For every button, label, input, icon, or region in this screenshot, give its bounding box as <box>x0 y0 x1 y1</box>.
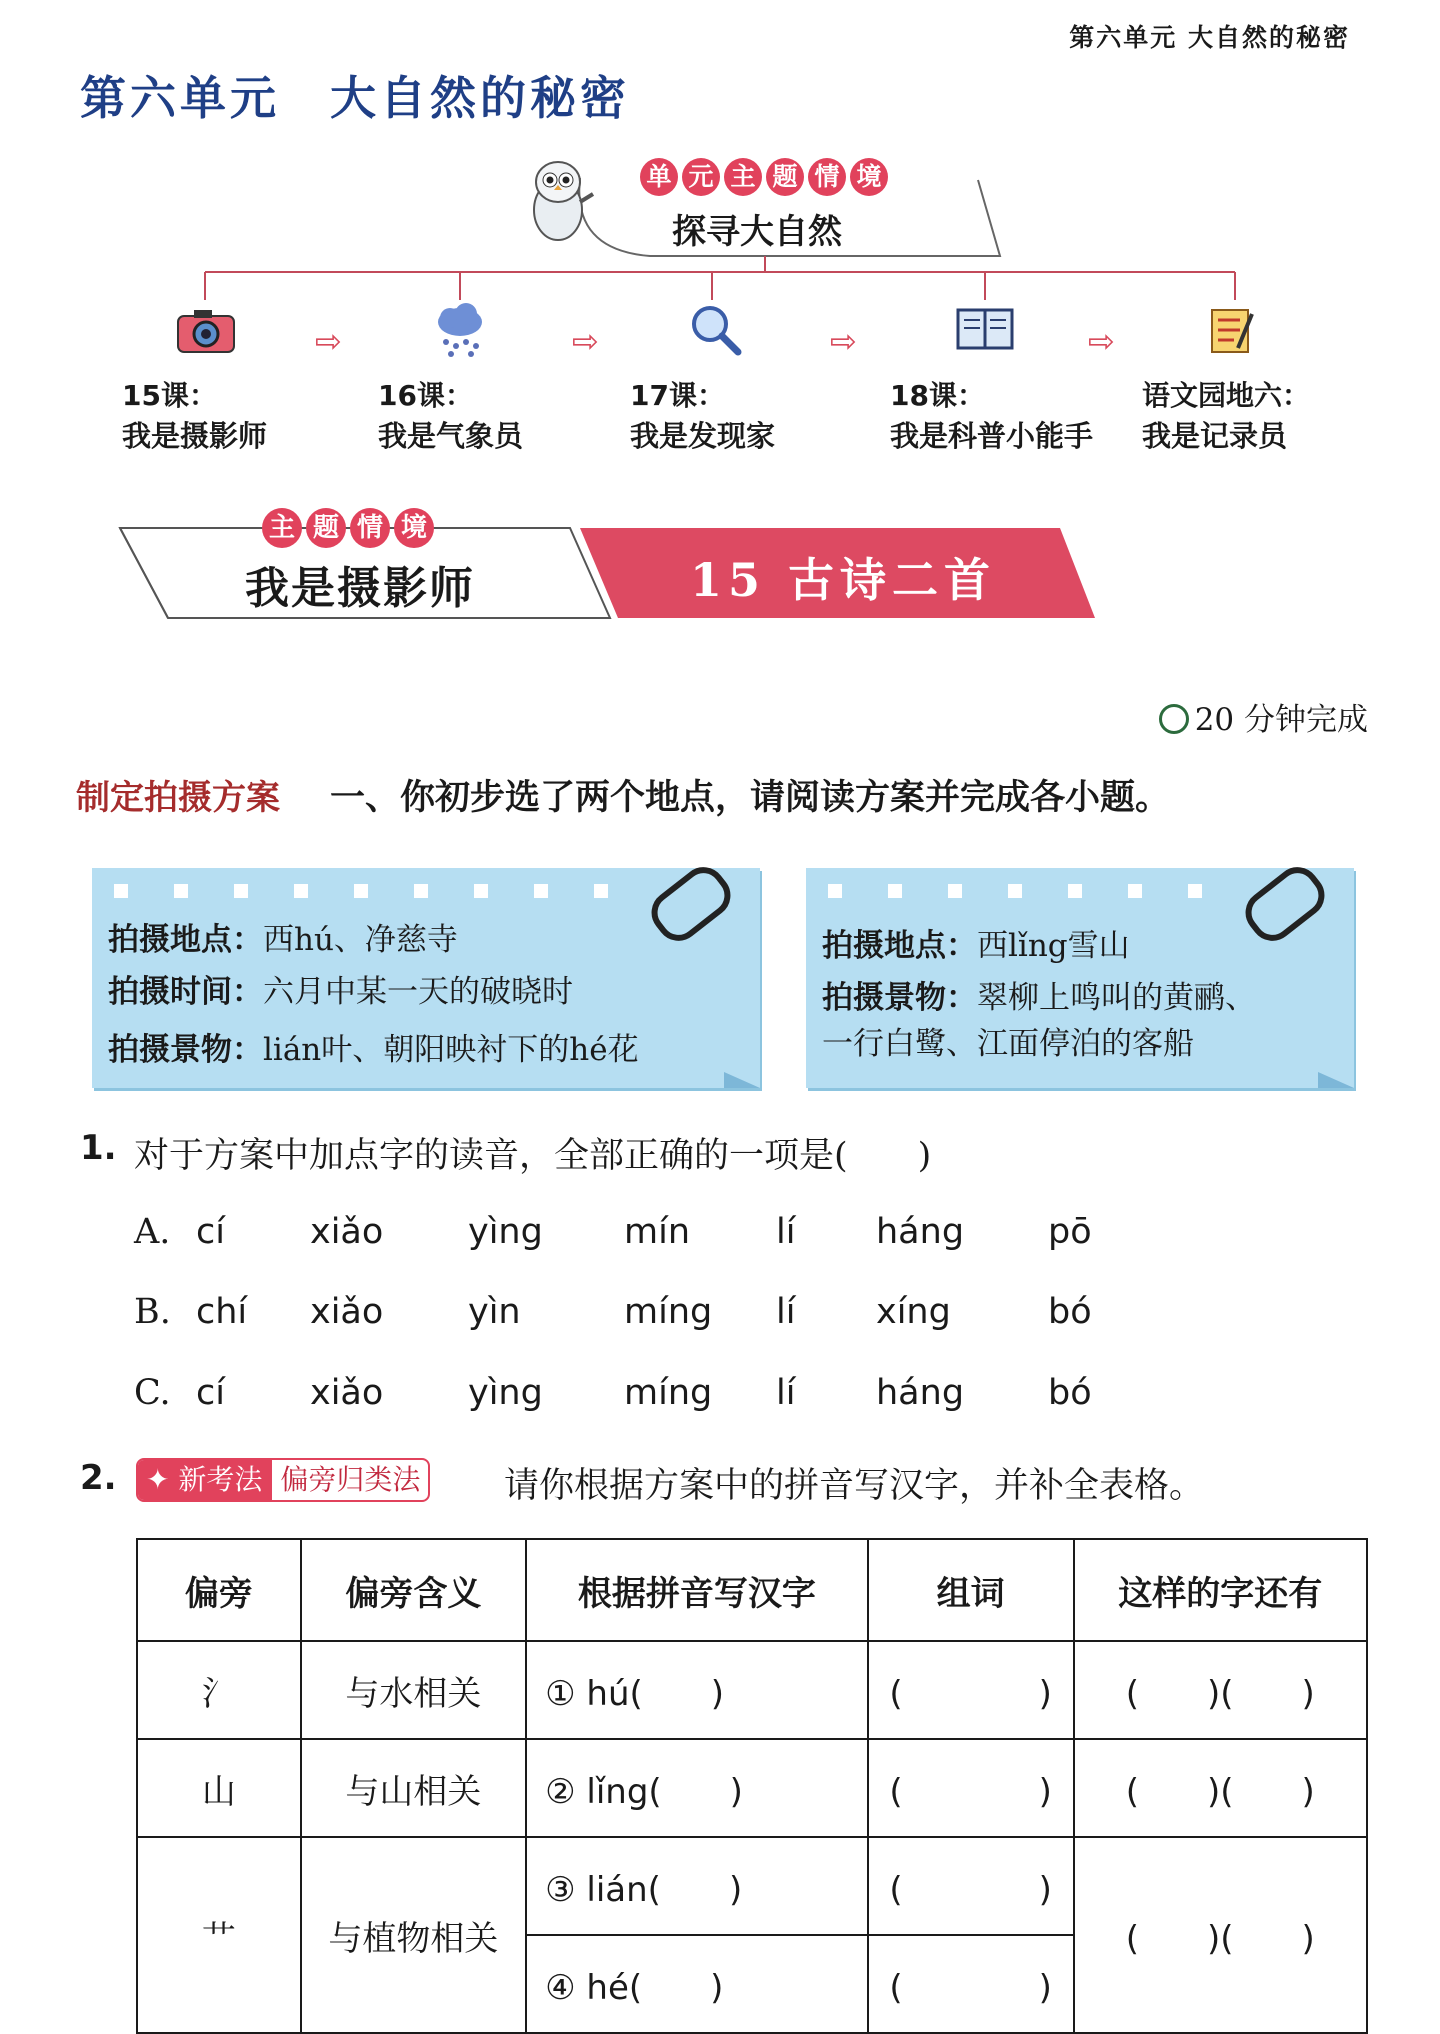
unit-theme-tag: 单 元 主 题 情 境 <box>640 158 888 196</box>
answer-blank[interactable]: ( ) <box>868 1935 1074 2033</box>
notepad-icon <box>1208 304 1260 360</box>
lesson-title: 15 古诗二首 <box>690 553 997 607</box>
arrow-icon: ⇨ <box>830 322 857 360</box>
owl-mascot <box>525 152 595 248</box>
timer: 20 分钟完成 <box>1159 694 1368 739</box>
paper-clip-icon <box>1237 858 1334 949</box>
question-1-text: 对于方案中加点字的读音，全部正确的一项是( ) <box>134 1136 932 1176</box>
lesson-15: 15课： 我是摄影师 <box>122 379 268 453</box>
unit-name: 大自然的秘密 <box>330 71 630 125</box>
option-c[interactable]: C. cí xiǎo yìng míng lí háng bó <box>134 1373 1092 1413</box>
arrow-icon: ⇨ <box>315 322 342 360</box>
table-row: 艹 与植物相关 ③ lián( ) ( ) ( )( ) <box>137 1837 1367 1935</box>
answer-blank[interactable]: ② lǐng( ) <box>526 1739 868 1837</box>
alarm-clock-icon <box>1159 704 1189 734</box>
section-question: 一、你初步选了两个地点，请阅读方案并完成各小题。 <box>330 777 1171 818</box>
answer-blank[interactable]: ( )( ) <box>1074 1837 1367 2033</box>
question-1-number: 1. <box>80 1128 117 1168</box>
running-head: 第六单元 大自然的秘密 <box>1069 23 1350 52</box>
table-row: 山 与山相关 ② lǐng( ) ( ) ( )( ) <box>137 1739 1367 1837</box>
camera-icon <box>176 306 236 358</box>
table-header-row: 偏旁 偏旁含义 根据拼音写汉字 组词 这样的字还有 <box>137 1539 1367 1641</box>
answer-blank[interactable]: ( )( ) <box>1074 1739 1367 1837</box>
lightbulb-icon: ✦ <box>146 1463 170 1496</box>
paper-clip-icon <box>643 858 740 949</box>
context-tag: 主 题 情 境 <box>262 508 434 548</box>
radical-table <box>136 1538 1368 2034</box>
magnifier-icon <box>688 302 744 362</box>
unit-label: 第六单元 <box>80 71 280 125</box>
plan-card-1: 拍摄地点：西hú、净慈寺 拍摄时间：六月中某一天的破晓时 拍摄景物：lián叶、朝阳映衬下的hé花 <box>92 868 760 1088</box>
book-icon <box>956 306 1014 356</box>
lesson-17: 17课： 我是发现家 <box>630 379 776 453</box>
answer-blank[interactable]: ( ) <box>868 1641 1074 1739</box>
option-a[interactable]: A. cí xiǎo yìng mín lí háng pō <box>134 1212 1092 1252</box>
plan-card-2: 拍摄地点：西lǐng雪山 拍摄景物：翠柳上鸣叫的黄鹂、 一行白鹭、江面停泊的客船 <box>806 868 1354 1088</box>
context-title: 我是摄影师 <box>245 563 475 614</box>
lesson-16: 16课： 我是气象员 <box>378 379 524 453</box>
lesson-garden-6: 语文园地六： 我是记录员 <box>1142 379 1311 453</box>
rain-cloud-icon <box>432 302 488 362</box>
answer-blank[interactable]: ( ) <box>868 1837 1074 1935</box>
answer-blank[interactable]: ④ hé( ) <box>526 1935 868 2033</box>
table-row: 氵 与水相关 ① hú( ) ( ) ( )( ) <box>137 1641 1367 1739</box>
arrow-icon: ⇨ <box>572 322 599 360</box>
answer-blank[interactable]: ( )( ) <box>1074 1641 1367 1739</box>
lesson-18: 18课： 我是科普小能手 <box>890 379 1094 453</box>
option-b[interactable]: B. chí xiǎo yìn míng lí xíng bó <box>134 1292 1092 1332</box>
answer-blank[interactable]: ③ lián( ) <box>526 1837 868 1935</box>
question-2-number: 2. <box>80 1458 117 1498</box>
section-label: 制定拍摄方案 <box>76 778 280 818</box>
owl-icon <box>525 152 595 244</box>
theme-subtitle: 探寻大自然 <box>672 212 842 252</box>
answer-blank[interactable]: ( ) <box>868 1739 1074 1837</box>
answer-blank[interactable]: ① hú( ) <box>526 1641 868 1739</box>
method-tag: ✦ 新考法 偏旁归类法 <box>136 1458 430 1502</box>
question-2-text: 请你根据方案中的拼音写汉字，并补全表格。 <box>504 1466 1205 1506</box>
arrow-icon: ⇨ <box>1088 322 1115 360</box>
